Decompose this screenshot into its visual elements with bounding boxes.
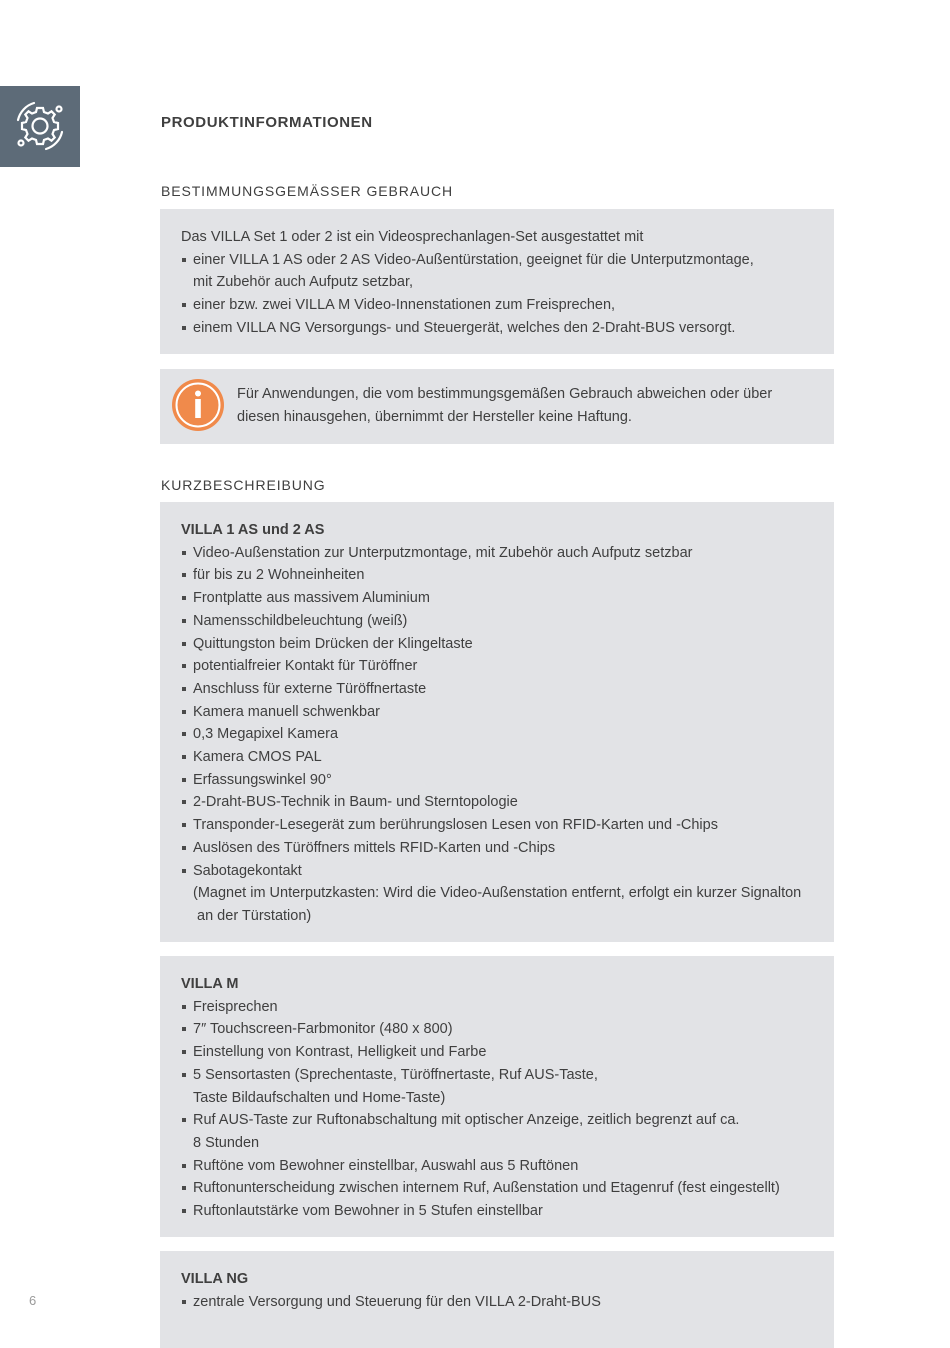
usage-heading: BESTIMMUNGSGEMÄSSER GEBRAUCH bbox=[161, 183, 454, 199]
usage-list bbox=[181, 249, 814, 340]
list-item: Quittungston beim Drücken der Klingeltaste bbox=[181, 633, 814, 656]
list-item: 0,3 Megapixel Kamera bbox=[181, 723, 814, 746]
notice-text: Für Anwendungen, die vom bestimmungsgemäßen Gebrauch abweichen oder über diesen hinausgehen, übernimmt der Hersteller keine Haftung. bbox=[237, 386, 773, 425]
list-item: 7″ Touchscreen-Farbmonitor (480 x 800) bbox=[181, 1018, 814, 1041]
list-item: einer VILLA 1 AS oder 2 AS Video-Außentürstation, geeignet für die Unterputzmontage, mit Zubehör auch Aufputz setzbar, bbox=[181, 249, 814, 294]
villa-as-title: VILLA 1 AS und 2 AS bbox=[181, 522, 325, 538]
list-item: Video-Außenstation zur Unterputzmontage, mit Zubehör auch Aufputz setzbar bbox=[181, 542, 814, 565]
notice-box bbox=[160, 369, 834, 444]
list-item: Kamera CMOS PAL bbox=[181, 746, 814, 769]
villa-m-list bbox=[181, 996, 814, 1223]
list-item: Transponder-Lesegerät zum berührungslosen Lesen von RFID-Karten und -Chips bbox=[181, 814, 814, 837]
list-item: Sabotagekontakt (Magnet im Unterputzkasten: Wird die Video-Außenstation entfernt, erfolgt ein kurzer Signalton an der Türstation) bbox=[181, 860, 814, 928]
villa-ng-box bbox=[160, 1251, 834, 1348]
list-item: 2-Draht-BUS-Technik in Baum- und Sterntopologie bbox=[181, 791, 814, 814]
list-item: Erfassungswinkel 90° bbox=[181, 769, 814, 792]
list-item: Ruftonlautstärke vom Bewohner in 5 Stufen einstellbar bbox=[181, 1200, 814, 1223]
villa-as-list bbox=[181, 542, 814, 928]
villa-ng-title: VILLA NG bbox=[181, 1271, 249, 1287]
list-item: Anschluss für externe Türöffnertaste bbox=[181, 678, 814, 701]
list-item: potentialfreier Kontakt für Türöffner bbox=[181, 655, 814, 678]
settings-gear-icon bbox=[12, 98, 68, 154]
list-item: Namensschildbeleuchtung (weiß) bbox=[181, 610, 814, 633]
list-item: Freisprechen bbox=[181, 996, 814, 1019]
list-item: Kamera manuell schwenkbar bbox=[181, 701, 814, 724]
list-item: Frontplatte aus massivem Aluminium bbox=[181, 587, 814, 610]
chapter-tab bbox=[0, 86, 80, 167]
list-item: Ruftonunterscheidung zwischen internem Ruf, Außenstation und Etagenruf (fest eingestellt) bbox=[181, 1177, 814, 1200]
page-number: 6 bbox=[29, 1293, 37, 1308]
list-item: 5 Sensortasten (Sprechentaste, Türöffnertaste, Ruf AUS-Taste, Taste Bildaufschalten und Home-Taste) bbox=[181, 1064, 814, 1109]
usage-box bbox=[160, 209, 834, 354]
list-item: einem VILLA NG Versorgungs- und Steuergerät, welches den 2-Draht-BUS versorgt. bbox=[181, 317, 814, 340]
page-title: PRODUKTINFORMATIONEN bbox=[161, 114, 373, 131]
villa-ng-list bbox=[181, 1291, 814, 1314]
villa-as-box bbox=[160, 502, 834, 942]
usage-intro: Das VILLA Set 1 oder 2 ist ein Videosprechanlagen-Set ausgestattet mit bbox=[181, 229, 644, 245]
list-item: Einstellung von Kontrast, Helligkeit und Farbe bbox=[181, 1041, 814, 1064]
info-icon bbox=[170, 377, 226, 433]
list-item: Auslösen des Türöffners mittels RFID-Karten und -Chips bbox=[181, 837, 814, 860]
list-item: einer bzw. zwei VILLA M Video-Innenstationen zum Freisprechen, bbox=[181, 294, 814, 317]
description-heading: KURZBESCHREIBUNG bbox=[161, 477, 326, 493]
list-item: Ruf AUS-Taste zur Ruftonabschaltung mit optischer Anzeige, zeitlich begrenzt auf ca. 8 Stunden bbox=[181, 1109, 814, 1154]
list-item: zentrale Versorgung und Steuerung für den VILLA 2-Draht-BUS bbox=[181, 1291, 814, 1314]
list-item: Ruftöne vom Bewohner einstellbar, Auswahl aus 5 Ruftönen bbox=[181, 1155, 814, 1178]
villa-m-title: VILLA M bbox=[181, 976, 239, 992]
list-item: für bis zu 2 Wohneinheiten bbox=[181, 564, 814, 587]
villa-m-box bbox=[160, 956, 834, 1237]
